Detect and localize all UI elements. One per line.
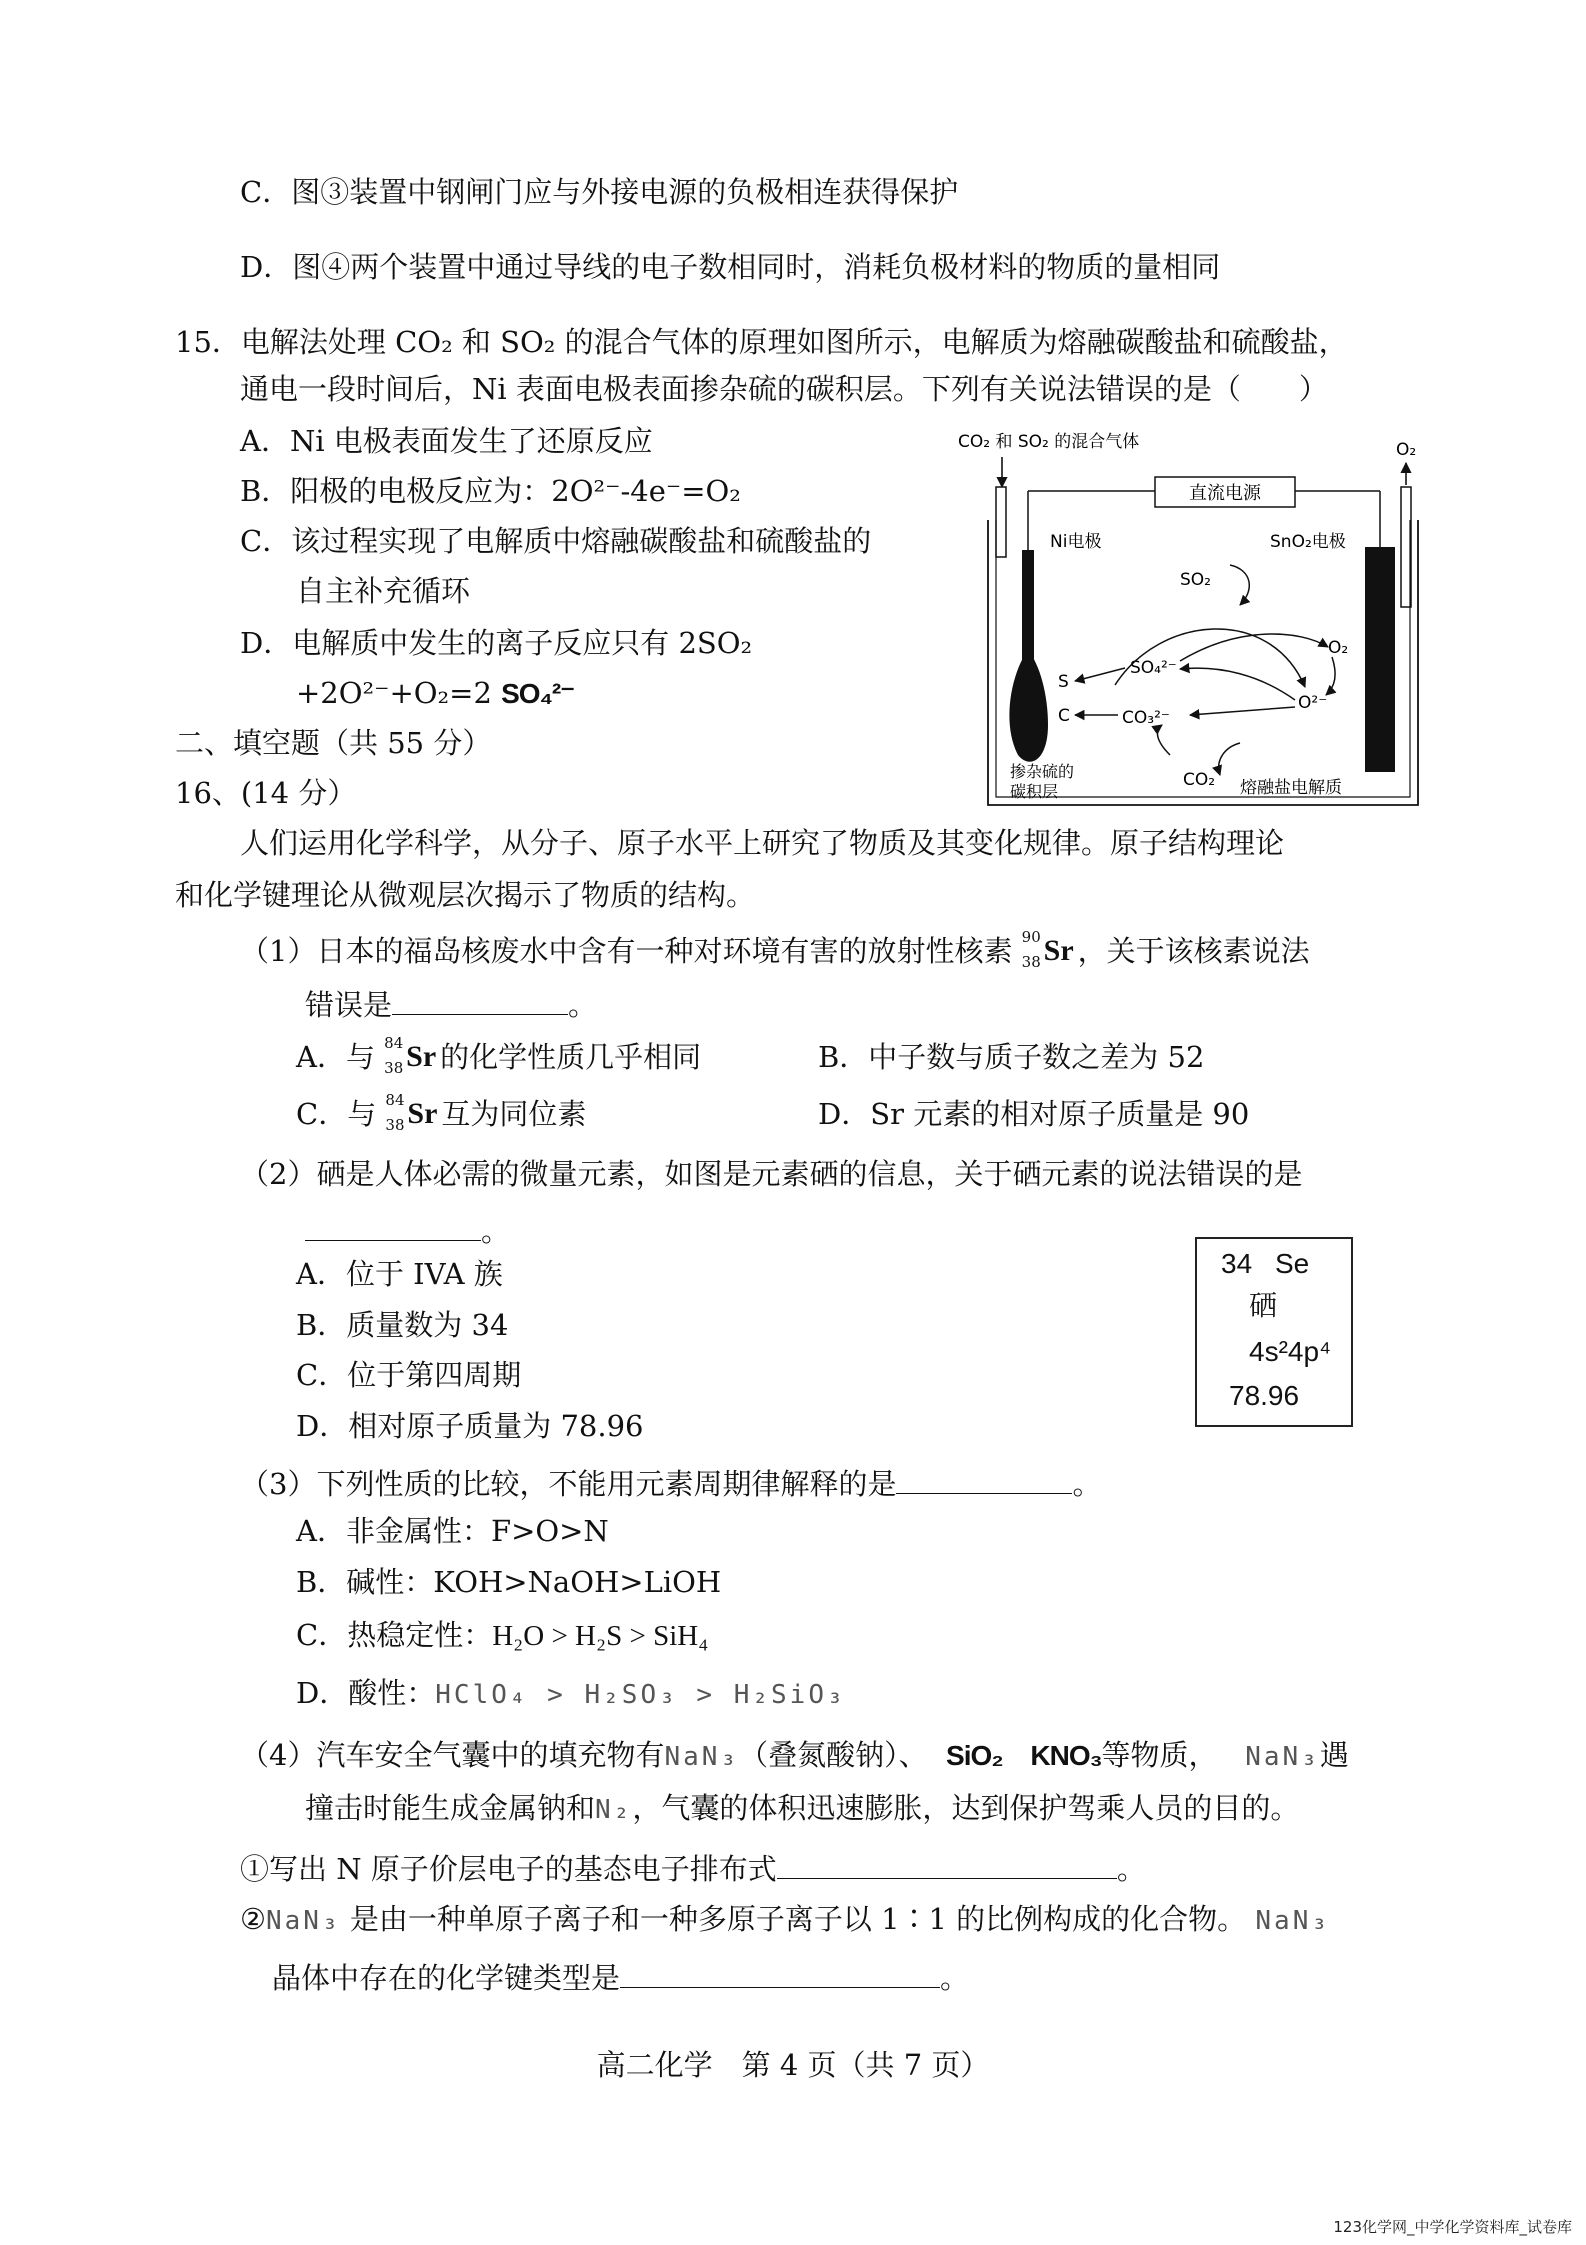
q16-part2-option-a: A．位于 IVA 族 <box>296 1257 503 1291</box>
q16-part3-option-c <box>296 1618 708 1654</box>
option-a-prefix: A．与 <box>296 1040 385 1074</box>
q16-part2-option-d: D．相对原子质量为 78.96 <box>296 1409 644 1443</box>
q15-stem-line2: 通电一段时间后，Ni 表面电极表面掺杂硫的碳积层。下列有关说法错误的是（ ） <box>240 372 1328 406</box>
electrolysis-diagram <box>940 425 1460 815</box>
sub2-text: 是由一种单原子离子和一种多原子离子以 1∶1 的比例构成的化合物。 <box>349 1902 1247 1936</box>
option-d-prev: D．图④两个装置中通过导线的电子数相同时，消耗负极材料的物质的量相同 <box>240 250 1221 284</box>
q16-part3-prompt: （3）下列性质的比较，不能用元素周期律解释的是 <box>240 1467 897 1501</box>
q15-option-b: B．阳极的电极反应为：2O²⁻-4e⁻=O₂ <box>240 474 741 508</box>
mass-number: 84 <box>385 1091 405 1109</box>
q16-part2-option-b: B．质量数为 34 <box>296 1308 509 1342</box>
q16-part1-option-a <box>296 1034 702 1077</box>
q16-part1-option-b: B．中子数与质子数之差为 52 <box>818 1040 1205 1074</box>
q16-intro-line1: 人们运用化学科学，从分子、原子水平上研究了物质及其变化规律。原子结构理论 <box>240 826 1285 860</box>
q16-part1-option-d: D．Sr 元素的相对原子质量是 90 <box>818 1097 1250 1131</box>
circle-two: ② <box>240 1902 266 1936</box>
gas-inlet-tube <box>996 487 1006 557</box>
so2-arrow <box>1230 565 1249 605</box>
sulfate-label: SO₄²⁻ <box>1130 658 1177 678</box>
oxide-to-carbonate-arrow <box>1190 707 1295 715</box>
period: 。 <box>481 1214 511 1248</box>
carbonate-label: CO₃²⁻ <box>1122 708 1170 728</box>
nan3-formula: NaN₃ <box>266 1906 341 1936</box>
q16-part3-option-b: B．碱性：KOH>NaOH>LiOH <box>296 1565 722 1599</box>
q16-intro-line2: 和化学键理论从微观层次揭示了物质的结构。 <box>175 878 756 912</box>
q16-heading: 16、(14 分） <box>175 776 357 810</box>
q16-part1-prompt: 错误是 <box>305 988 393 1022</box>
sr84-nuclide <box>385 1091 441 1134</box>
tank-inner-wall <box>996 520 1410 797</box>
answer-blank-3[interactable] <box>896 1463 1072 1494</box>
q15-stem-line1: 15．电解法处理 CO₂ 和 SO₂ 的混合气体的原理如图所示，电解质为熔融碳酸盐和硫酸盐， <box>175 325 1348 359</box>
option-c-text: 互为同位素 <box>441 1097 587 1131</box>
section-2-heading: 二、填空题（共 55 分） <box>175 726 492 760</box>
q16-part4-intro: （4）汽车安全气囊中的填充物有 <box>240 1738 665 1772</box>
n2-formula: N₂ <box>595 1795 633 1825</box>
thermal-stability-formula: H₂O > H₂S > SiH₄ <box>492 1620 709 1652</box>
option-a-text: 的化学性质几乎相同 <box>440 1040 702 1074</box>
q16-part1-option-c <box>296 1091 587 1134</box>
o2-to-oxide-arrow <box>1326 657 1335 695</box>
carbon-layer-label-2: 碳积层 <box>1010 782 1059 801</box>
co2-label: CO₂ <box>1183 770 1216 790</box>
element-symbol: Sr <box>407 1097 438 1130</box>
sulfate-to-s-arrow <box>1075 668 1125 681</box>
atomic-number: 38 <box>385 1116 405 1134</box>
q15-option-d-line1: D．电解质中发生的离子反应只有 2SO₂ <box>240 626 753 660</box>
q16-part1-line1 <box>240 928 1310 971</box>
option-d-prefix: D．酸性： <box>296 1676 436 1710</box>
q16-part1-line2 <box>305 984 597 1023</box>
oxide-ion-label: O²⁻ <box>1298 693 1328 713</box>
element-symbol: Sr <box>1043 934 1074 967</box>
period: 。 <box>1072 1467 1102 1501</box>
element-symbol: Sr <box>406 1040 437 1073</box>
answer-blank-1[interactable] <box>392 984 568 1015</box>
so2-label: SO₂ <box>1180 570 1211 590</box>
mass-number: 90 <box>1021 928 1041 946</box>
sulfur-label: S <box>1058 672 1069 692</box>
q16-part3-option-d <box>296 1676 846 1711</box>
atomic-mass: 78.96 <box>1229 1380 1300 1411</box>
sno2-electrode <box>1365 547 1395 772</box>
oxide-to-sulfate-arrow <box>1180 668 1295 700</box>
q16-part2-option-c: C．位于第四周期 <box>296 1358 522 1392</box>
co2-release-arrow <box>1219 743 1240 775</box>
answer-blank-2[interactable] <box>305 1210 481 1241</box>
carbon-layer <box>1009 650 1048 762</box>
page-footer: 高二化学 第 4 页（共 7 页） <box>596 2048 990 2082</box>
sub1-prompt: ①写出 N 原子价层电子的基态电子排布式 <box>240 1852 777 1886</box>
electrolyte-label: 熔融盐电解质 <box>1240 778 1342 798</box>
q16-part3-line1 <box>240 1463 1101 1502</box>
sulfate-ion: SO₄²⁻ <box>501 678 575 709</box>
q15-option-d-line2 <box>296 676 574 711</box>
q16-part4-sub2-line2 <box>272 1957 969 1996</box>
q16-part2-line1: （2）硒是人体必需的微量元素，如图是元素硒的信息，关于硒元素的说法错误的是 <box>240 1157 1303 1191</box>
o2-species-label: O₂ <box>1328 638 1349 658</box>
option-c-prefix: C．与 <box>296 1097 386 1131</box>
period: 。 <box>568 988 598 1022</box>
period: 。 <box>1116 1852 1146 1886</box>
period: 。 <box>940 1961 970 1995</box>
electron-configuration: 4s²4p⁴ <box>1249 1336 1332 1367</box>
nan3-formula: NaN₃ <box>664 1742 740 1772</box>
power-supply-label: 直流电源 <box>1189 483 1261 504</box>
atomic-number: 34 <box>1221 1248 1253 1279</box>
q15-option-c-line1: C．该过程实现了电解质中熔融碳酸盐和硫酸盐的 <box>240 524 872 558</box>
mass-number: 84 <box>384 1034 404 1052</box>
etc-text: 等物质， <box>1101 1738 1218 1772</box>
q16-part3-option-a: A．非金属性：F>O>N <box>296 1514 609 1548</box>
o2-outlet-label: O₂ <box>1396 440 1417 460</box>
co2-to-carbonate-arrow <box>1157 725 1170 755</box>
q16-part4-text-tail: ，气囊的体积迅速膨胀，达到保护驾乘人员的目的。 <box>632 1791 1300 1825</box>
q16-part2-line2 <box>305 1210 510 1249</box>
acidity-formula: HClO₄ > H₂SO₃ > H₂SiO₃ <box>435 1680 846 1710</box>
answer-blank-5[interactable] <box>620 1957 940 1988</box>
sno2-electrode-label: SnO₂电极 <box>1270 532 1346 552</box>
sio2-formula: SiO₂ <box>946 1740 1003 1771</box>
q15-option-d-equation: +2O²⁻+O₂=2 <box>296 676 502 710</box>
q16-part4-sub1 <box>240 1848 1146 1887</box>
q16-part1-text-tail: ，关于该核素说法 <box>1077 934 1310 968</box>
selenium-element-card <box>1195 1237 1353 1427</box>
q16-part4-line1 <box>240 1738 1349 1773</box>
ni-electrode-label: Ni电极 <box>1050 532 1102 552</box>
nan3-name: （叠氮酸钠）、 <box>739 1738 928 1772</box>
nan3-formula: NaN₃ <box>1245 1742 1320 1772</box>
kno3-formula: KNO₃ <box>1030 1740 1102 1771</box>
answer-blank-4[interactable] <box>777 1848 1117 1879</box>
sr90-nuclide <box>1021 928 1078 971</box>
option-c-prefix: C．热稳定性： <box>296 1618 493 1652</box>
element-name: 硒 <box>1249 1289 1278 1322</box>
atomic-number: 38 <box>1021 953 1041 971</box>
nan3-formula: NaN₃ <box>1255 1906 1331 1936</box>
sulfate-to-o2-arrow <box>1180 634 1328 661</box>
q16-part4-line2 <box>305 1791 1299 1826</box>
carbon-layer-label-1: 掺杂硫的 <box>1010 762 1075 781</box>
element-symbol: Se <box>1275 1248 1310 1279</box>
gas-in-label: CO₂ 和 SO₂ 的混合气体 <box>958 432 1140 452</box>
ni-electrode <box>1022 550 1034 660</box>
watermark-text: 123化学网_中学化学资料库_试卷库 <box>1333 2218 1572 2236</box>
encounter-text: 遇 <box>1319 1738 1349 1772</box>
sr84-nuclide <box>384 1034 440 1077</box>
q16-part1-text: （1）日本的福岛核废水中含有一种对环境有害的放射性核素 <box>240 934 1022 968</box>
atomic-number: 38 <box>384 1059 404 1077</box>
carbon-label: C <box>1058 706 1070 726</box>
q15-option-a: A．Ni 电极表面发生了还原反应 <box>240 424 653 458</box>
q16-part4-sub2 <box>240 1902 1330 1937</box>
option-c-prev: C．图③装置中钢闸门应与外接电源的负极相连获得保护 <box>240 175 959 209</box>
q16-part4-text: 撞击时能生成金属钠和 <box>305 1791 596 1825</box>
q15-option-c-line2: 自主补充循环 <box>296 574 471 608</box>
sub2-prompt: 晶体中存在的化学键类型是 <box>272 1961 621 1995</box>
